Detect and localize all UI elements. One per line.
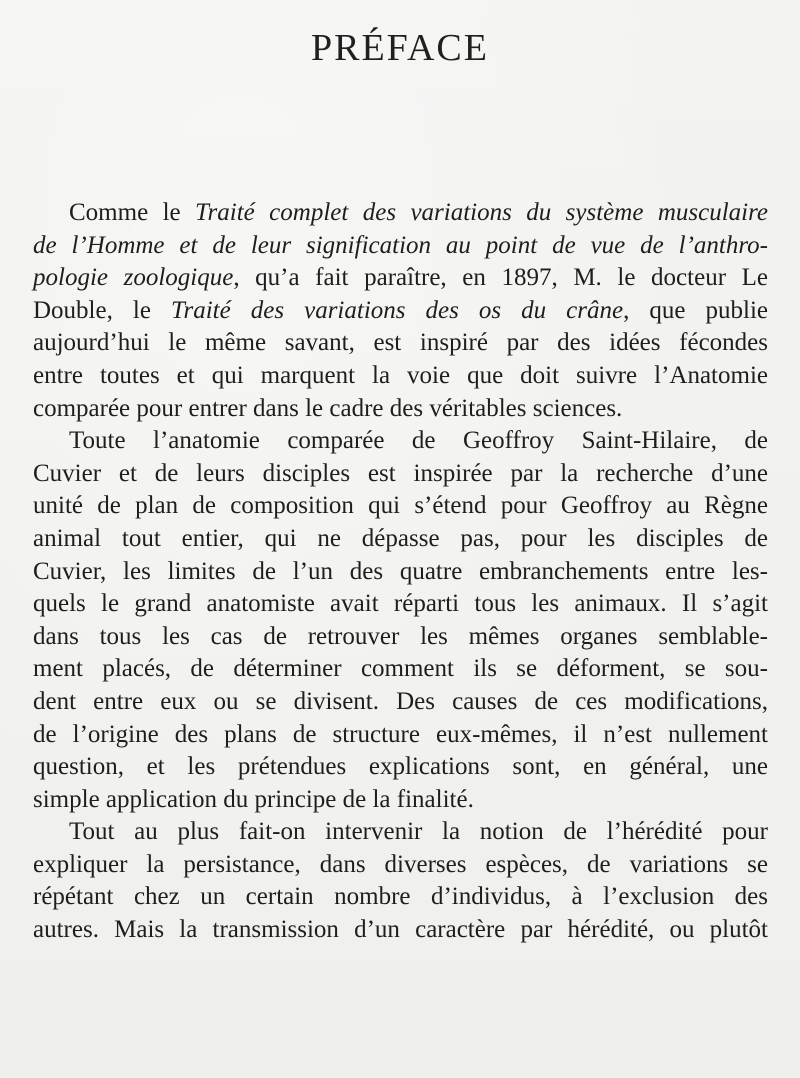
italic-span: Traité complet des variations du système musculaire [195,199,768,226]
text-line: simple application du principe de la finalité. [33,785,474,813]
italic-span: de l’Homme et de leur signification au point de vue de l’anthro- [33,231,768,259]
text-line [33,295,768,328]
text-line: Cuvier et de leurs disciples est inspirée par la recherche d’une [33,459,768,487]
text-line: animal tout entier, qui ne dépasse pas, pour les disciples de [33,524,768,552]
text-line: autres. Mais la transmission d’un caractère par hérédité, ou plutôt [33,916,768,944]
page-title: PRÉFACE [310,27,489,69]
text-line: comparée pour entrer dans le cadre des véritables sciences. [33,394,623,422]
paragraph-1 [33,197,768,425]
text-line: entre toutes et qui marquent la voie que doit suivre l’Anatomie [33,361,768,389]
text-line: quels le grand anatomiste avait réparti tous les animaux. Il s’agit [33,590,768,618]
text-line: Tout au plus fait-on intervenir la notion de l’hérédité pour [69,818,768,846]
italic-span: pologie zoologique [33,264,234,292]
paragraph-3 [33,816,768,946]
text-line: Cuvier, les limites de l’un des quatre embranchements entre les- [33,557,768,585]
preface-body [33,197,768,947]
line-part: , que publie [623,296,769,324]
text-line: expliquer la persistance, dans diverses espèces, de variations se [33,850,768,878]
line-part: Comme le [69,199,196,226]
text-line: aujourd’hui le même savant, est inspiré par des idées fécondes [33,329,768,357]
text-line: Toute l’anatomie comparée de Geoffroy Saint-Hilaire, de [69,427,768,455]
text-line: question, et les prétendues explications sont, en général, une [33,753,768,781]
line-part: Double, le [33,296,171,324]
paragraph-2 [33,425,768,816]
text-line: dent entre eux ou se divisent. Des causes de ces modifications, [33,687,768,715]
text-line: de l’origine des plans de structure eux-mêmes, il n’est nullement [33,720,768,748]
text-line [33,262,768,295]
text-line [33,230,768,263]
text-line: ment placés, de déterminer comment ils se déforment, se sou- [33,655,768,683]
text-line: dans tous les cas de retrouver les mêmes organes semblable- [33,622,768,650]
italic-span: Traité des variations des os du crâne [170,296,624,324]
text-line [33,197,768,230]
line-part: , qu’a fait paraître, en 1897, M. le docteur Le [233,264,768,292]
text-line: unité de plan de composition qui s’étend pour Geoffroy au Règne [33,492,768,520]
text-line: répétant chez un certain nombre d’individus, à l’exclusion des [33,883,768,911]
